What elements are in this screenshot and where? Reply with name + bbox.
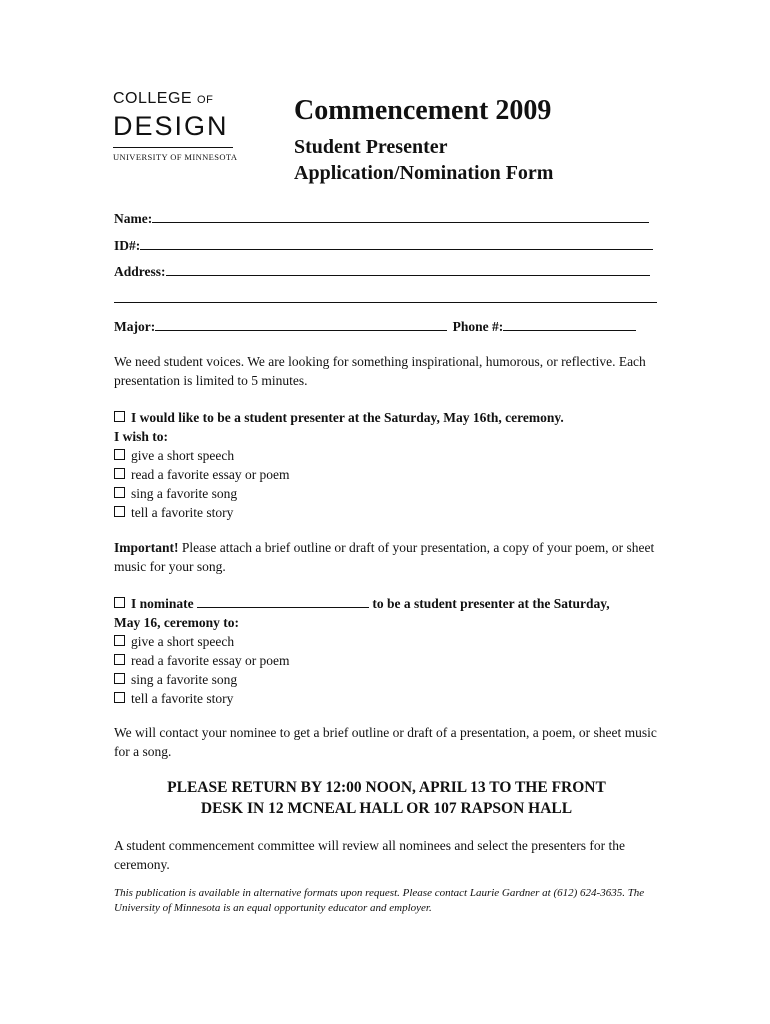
intro-paragraph: We need student voices. We are looking for something inspirational, humorous, or reflective. Each presentation is limited to 5 minutes. bbox=[114, 354, 646, 388]
name-label: Name: bbox=[114, 211, 153, 226]
college-of-design-logo bbox=[113, 90, 238, 162]
logo-university-text: UNIVERSITY OF MINNESOTA bbox=[113, 152, 238, 162]
nominee-option-essay bbox=[114, 651, 659, 670]
option-label: sing a favorite song bbox=[131, 486, 238, 501]
wish-label: I wish to: bbox=[114, 429, 169, 444]
page-subtitle-2: Application/Nomination Form bbox=[294, 162, 554, 184]
nominee-story-checkbox[interactable] bbox=[114, 692, 125, 703]
nominee-speech-checkbox[interactable] bbox=[114, 635, 125, 646]
page-subtitle-1: Student Presenter bbox=[294, 136, 448, 158]
important-text: Please attach a brief outline or draft of your presentation, a copy of your poem, or sheet music for your song. bbox=[114, 540, 655, 574]
nominee-song-checkbox[interactable] bbox=[114, 673, 125, 684]
essay-checkbox[interactable] bbox=[114, 468, 125, 479]
option-story bbox=[114, 503, 659, 522]
nominee-option-speech bbox=[114, 632, 659, 651]
speech-checkbox[interactable] bbox=[114, 449, 125, 460]
phone-input-line[interactable] bbox=[503, 318, 636, 331]
contact-paragraph: We will contact your nominee to get a brief outline or draft of a presentation, a poem, or sheet music for a song. bbox=[114, 725, 657, 759]
option-label: tell a favorite story bbox=[131, 505, 234, 520]
logo-divider bbox=[113, 147, 233, 148]
nominee-input-line[interactable] bbox=[197, 596, 369, 608]
logo-line-1 bbox=[113, 90, 235, 109]
nominate-section bbox=[114, 594, 659, 708]
id-field bbox=[114, 237, 653, 254]
major-label: Major: bbox=[114, 319, 156, 334]
nominate-heading-c: May 16, ceremony to: bbox=[114, 615, 239, 630]
option-label: read a favorite essay or poem bbox=[131, 467, 290, 482]
presenter-heading-text: I would like to be a student presenter at the Saturday, May 16th, ceremony. bbox=[131, 410, 564, 425]
option-label: give a short speech bbox=[131, 448, 235, 463]
return-line-1: PLEASE RETURN BY 12:00 NOON, APRIL 13 TO THE FRONT bbox=[167, 779, 606, 796]
presenter-checkbox[interactable] bbox=[114, 411, 125, 422]
story-checkbox[interactable] bbox=[114, 506, 125, 517]
option-song bbox=[114, 484, 659, 503]
id-label: ID#: bbox=[114, 238, 141, 253]
name-input-line[interactable] bbox=[152, 210, 649, 223]
address-field bbox=[114, 263, 650, 280]
logo-design-text: DESIGN bbox=[113, 111, 229, 141]
phone-label: Phone #: bbox=[452, 319, 504, 334]
presenter-heading bbox=[114, 408, 659, 427]
major-input-line[interactable] bbox=[155, 318, 447, 331]
song-checkbox[interactable] bbox=[114, 487, 125, 498]
nominee-option-story bbox=[114, 689, 659, 708]
major-phone-field bbox=[114, 318, 636, 335]
option-speech bbox=[114, 446, 659, 465]
footer-disclaimer: This publication is available in alternative formats upon request. Please contact Laurie Gardner at (612) 624-3635. The University of Minnesota is an equal opportunity educator and employer. bbox=[114, 887, 645, 914]
option-label: tell a favorite story bbox=[131, 691, 234, 706]
nominate-heading bbox=[114, 594, 659, 613]
return-line-2: DESK IN 12 MCNEAL HALL OR 107 RAPSON HALL bbox=[200, 800, 573, 817]
id-input-line[interactable] bbox=[140, 237, 653, 250]
committee-paragraph: A student commencement committee will review all nominees and select the presenters for the ceremony. bbox=[114, 838, 625, 872]
nominate-heading-b: to be a student presenter at the Saturday, bbox=[372, 596, 610, 611]
option-label: sing a favorite song bbox=[131, 672, 238, 687]
return-notice bbox=[114, 777, 659, 819]
page-title: Commencement 2009 bbox=[294, 95, 552, 126]
option-essay bbox=[114, 465, 659, 484]
important-paragraph bbox=[114, 538, 659, 576]
logo-college-text: COLLEGE bbox=[113, 90, 193, 107]
address-input-line[interactable] bbox=[166, 263, 650, 276]
presenter-section bbox=[114, 408, 659, 522]
address-label: Address: bbox=[114, 264, 166, 279]
important-lead: Important! bbox=[114, 540, 179, 555]
address-second-line[interactable] bbox=[114, 302, 657, 303]
title-block bbox=[294, 94, 553, 186]
logo-of-text: OF bbox=[197, 94, 214, 106]
nominate-heading-a: I nominate bbox=[131, 596, 194, 611]
option-label: read a favorite essay or poem bbox=[131, 653, 290, 668]
nominee-option-song bbox=[114, 670, 659, 689]
name-field bbox=[114, 210, 649, 227]
option-label: give a short speech bbox=[131, 634, 235, 649]
nominate-checkbox[interactable] bbox=[114, 597, 125, 608]
nominee-essay-checkbox[interactable] bbox=[114, 654, 125, 665]
